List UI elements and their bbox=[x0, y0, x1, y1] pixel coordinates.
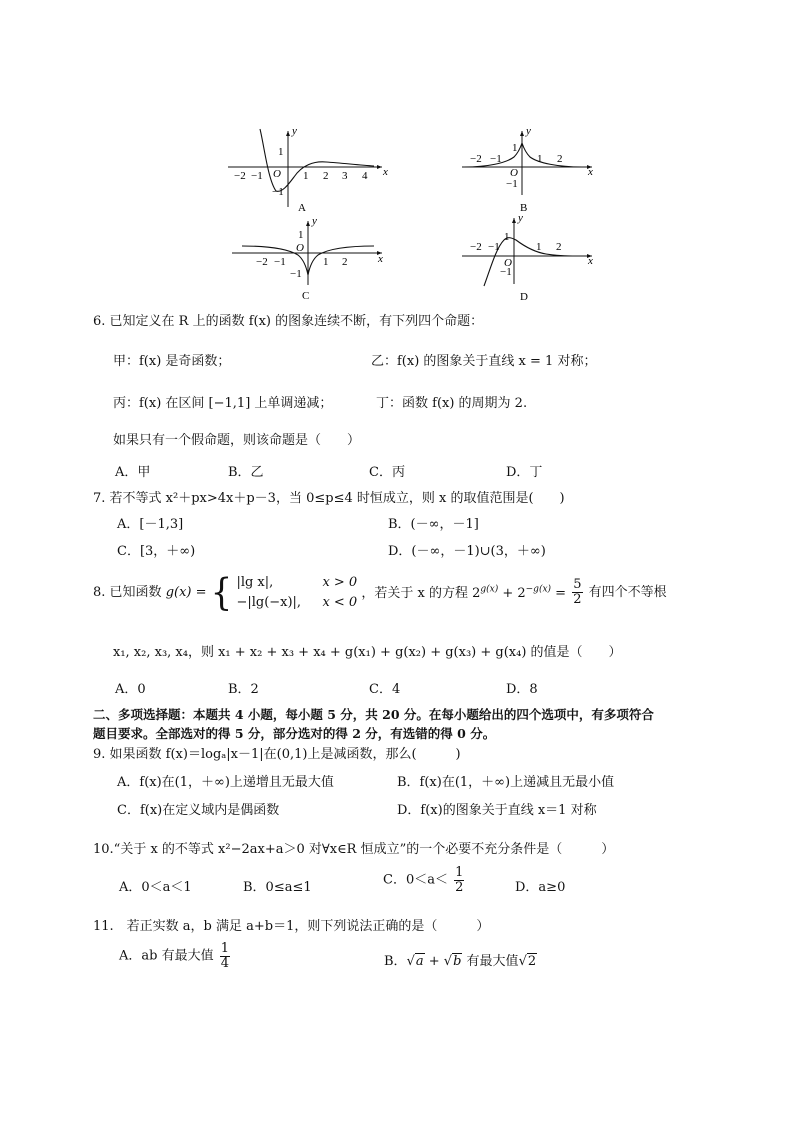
q6-statement-yi: 乙：f(x) 的图象关于直线 x = 1 对称； bbox=[371, 354, 597, 369]
tick-label: −1 bbox=[506, 178, 518, 190]
q6-statement-ding: 丁：函数 f(x) 的周期为 2. bbox=[376, 396, 528, 411]
q10-option-c-fraction bbox=[454, 866, 464, 894]
q8-line-2: x₁, x₂, x₃, x₄，则 x₁ + x₂ + x₃ + x₄ + g(x₁) + g(x₂) + g(x₃) + g(x₄) 的值是（ ） bbox=[113, 645, 622, 660]
graph-a bbox=[222, 125, 390, 215]
y-label: y bbox=[518, 212, 523, 224]
q8-exp-1: g(x) bbox=[480, 584, 499, 595]
tick-label: −1 bbox=[290, 268, 302, 280]
frac-num: 1 bbox=[455, 865, 464, 880]
q11-option-b-label: B． bbox=[384, 954, 407, 969]
q10-option-d: D．a≥0 bbox=[515, 880, 566, 895]
q7-stem: 7. 若不等式 x²＋px>4x＋p－3，当 0≤p≤4 时恒成立，则 x 的取值范围是( ) bbox=[93, 491, 565, 506]
q8-mid: ，若关于 x 的方程 2 bbox=[361, 585, 481, 601]
q7-option-d: D．(－∞，－1)∪(3，＋∞) bbox=[388, 544, 546, 559]
q6-option-b: B．乙 bbox=[228, 465, 264, 480]
tick-label: −1 bbox=[500, 266, 512, 278]
q8-stem bbox=[93, 570, 667, 615]
q8-lead: 8. 已知函数 bbox=[93, 585, 162, 600]
tick-label: −2 bbox=[234, 170, 246, 182]
q8-piece-1: |lg x|, bbox=[236, 575, 274, 590]
q11-option-a-fraction bbox=[220, 942, 230, 970]
q11-plus: + bbox=[424, 954, 444, 969]
q11-option-a-text: A．ab 有最大值 bbox=[119, 948, 214, 964]
tick-label: 4 bbox=[362, 170, 368, 182]
tick-label: −2 bbox=[470, 153, 482, 165]
tick-label: −2 bbox=[256, 256, 268, 268]
q8-option-a: A．0 bbox=[115, 682, 146, 697]
q7-option-a: A．[－1,3] bbox=[117, 517, 184, 532]
q6-question: 如果只有一个假命题，则该命题是（ ） bbox=[113, 433, 361, 448]
q11-option-b-text: 有最大值 bbox=[462, 954, 519, 969]
q9-option-a: A．f(x)在(1，＋∞)上递增且无最大值 bbox=[117, 775, 334, 790]
q11-option-b bbox=[384, 950, 537, 969]
origin-label: O bbox=[273, 168, 281, 180]
sqrt-2: 2 bbox=[527, 954, 537, 969]
graph-letter: D bbox=[520, 291, 528, 303]
sqrt-a: a bbox=[415, 954, 424, 969]
q8-option-b: B．2 bbox=[228, 682, 259, 697]
tick-label: −1 bbox=[488, 241, 500, 253]
q8-option-c: C．4 bbox=[369, 682, 401, 697]
tick-label: −1 bbox=[274, 256, 286, 268]
q8-gx: g(x) = bbox=[165, 585, 207, 600]
q8-frac-num: 5 bbox=[573, 577, 582, 593]
piecewise-cases bbox=[236, 573, 357, 612]
q8-exp-2: −g(x) bbox=[525, 584, 552, 595]
tick-label: −2 bbox=[470, 241, 482, 253]
frac-den: 4 bbox=[220, 955, 230, 971]
y-label: y bbox=[292, 125, 297, 137]
q8-fraction bbox=[572, 578, 582, 606]
x-label: x bbox=[383, 166, 388, 178]
tick-label: 1 bbox=[323, 256, 329, 268]
graph-d bbox=[458, 212, 598, 304]
tick-label: −1 bbox=[272, 186, 284, 198]
tick-label: 1 bbox=[537, 153, 543, 165]
x-label: x bbox=[588, 255, 593, 267]
tick-label: 2 bbox=[323, 170, 329, 182]
q8-eq: = bbox=[551, 585, 567, 601]
q10-option-c bbox=[383, 866, 466, 894]
origin-label: O bbox=[510, 167, 518, 179]
q10-option-a: A．0＜a＜1 bbox=[119, 880, 192, 895]
q8-cond-1: x > 0 bbox=[322, 575, 358, 590]
piecewise-brace: { bbox=[210, 570, 233, 615]
tick-label: 2 bbox=[342, 256, 348, 268]
q6-statement-bing: 丙：f(x) 在区间 [−1,1] 上单调递减； bbox=[113, 396, 333, 411]
q6-stem: 6. 已知定义在 R 上的函数 f(x) 的图象连续不断，有下列四个命题： bbox=[93, 314, 484, 329]
q9-option-b: B．f(x)在(1，＋∞)上递减且无最小值 bbox=[397, 775, 615, 790]
q7-option-b: B．(－∞，－1] bbox=[388, 517, 479, 532]
tick-label: 1 bbox=[298, 229, 304, 241]
q11-stem: 11. 若正实数 a，b 满足 a+b＝1，则下列说法正确的是（ ） bbox=[93, 919, 490, 934]
q10-stem: 10.“关于 x 的不等式 x²−2ax+a＞0 对∀x∈R 恒成立”的一个必要不充分条件是（ ） bbox=[93, 842, 615, 857]
tick-label: 3 bbox=[342, 170, 348, 182]
q8-option-d: D．8 bbox=[506, 682, 538, 697]
tick-label: −1 bbox=[490, 153, 502, 165]
q8-cond-2: x < 0 bbox=[322, 594, 358, 610]
q9-option-d: D．f(x)的图象关于直线 x＝1 对称 bbox=[397, 803, 597, 818]
graph-letter: C bbox=[302, 290, 310, 302]
x-label: x bbox=[588, 166, 593, 178]
q7-option-c: C．[3，＋∞) bbox=[117, 544, 196, 559]
curve bbox=[260, 129, 374, 191]
section-2-heading-line-2: 题目要求。全部选对的得 5 分，部分选对的得 2 分，有选错的得 0 分。 bbox=[93, 726, 496, 741]
q6-statement-jia: 甲：f(x) 是奇函数； bbox=[113, 354, 231, 369]
q6-option-d: D．丁 bbox=[506, 465, 543, 480]
sqrt-sign: √ bbox=[406, 954, 415, 969]
x-label: x bbox=[378, 253, 383, 265]
frac-den: 2 bbox=[455, 879, 464, 895]
tick-label: 1 bbox=[512, 142, 518, 154]
q10-option-c-text: C．0＜a＜ bbox=[383, 872, 448, 888]
section-2-heading-line-1: 二、多项选择题：本题共 4 小题，每小题 5 分，共 20 分。在每小题给出的四个选项中，有多项符合 bbox=[93, 707, 654, 722]
q8-plus: + 2 bbox=[498, 585, 526, 601]
q11-option-a bbox=[119, 942, 232, 970]
q8-tail: 有四个不等根 bbox=[588, 585, 667, 600]
origin-label: O bbox=[296, 242, 304, 254]
tick-label: 1 bbox=[536, 241, 542, 253]
q8-piece-2: −|lg(−x)|, bbox=[236, 594, 302, 610]
sqrt-sign: √ bbox=[443, 954, 453, 969]
graph-b bbox=[458, 125, 598, 215]
q6-option-a: A．甲 bbox=[115, 465, 151, 480]
graph-letter: B bbox=[520, 202, 528, 214]
q10-option-b: B．0≤a≤1 bbox=[243, 880, 312, 895]
q6-option-c: C．丙 bbox=[369, 465, 405, 480]
tick-label: −1 bbox=[251, 170, 263, 182]
graph-c bbox=[228, 215, 388, 305]
y-label: y bbox=[312, 215, 317, 227]
sqrt-sign: √ bbox=[518, 954, 527, 969]
tick-label: 1 bbox=[278, 146, 284, 158]
q9-option-c: C．f(x)在定义域内是偶函数 bbox=[117, 803, 280, 818]
sqrt-b: b bbox=[453, 954, 462, 969]
tick-label: 2 bbox=[556, 241, 562, 253]
y-label: y bbox=[526, 125, 531, 137]
tick-label: 1 bbox=[303, 170, 309, 182]
graph-letter: A bbox=[298, 202, 306, 214]
q9-stem: 9. 如果函数 f(x)＝logₐ|x－1|在(0,1)上是减函数，那么( ) bbox=[93, 747, 461, 762]
tick-label: 1 bbox=[504, 231, 510, 243]
origin-label: O bbox=[504, 257, 512, 269]
frac-num: 1 bbox=[220, 941, 230, 956]
tick-label: 2 bbox=[557, 153, 563, 165]
q8-frac-den: 2 bbox=[573, 592, 582, 607]
